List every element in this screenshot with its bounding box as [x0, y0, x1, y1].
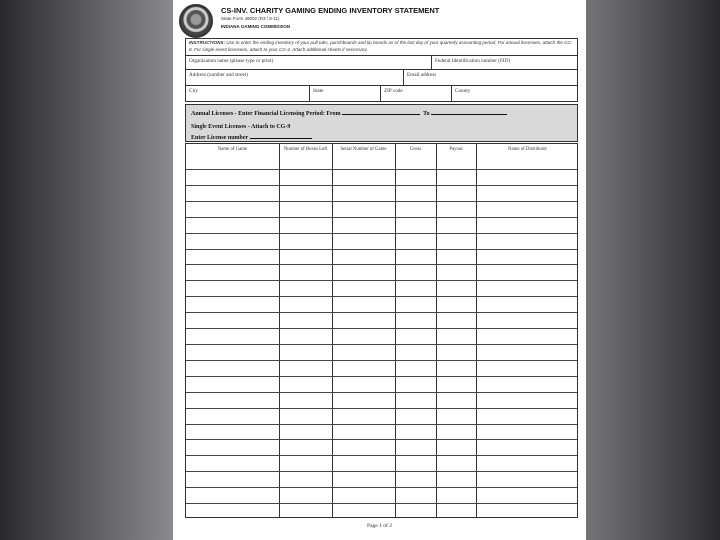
table-row[interactable]	[186, 487, 577, 488]
col-header-boxes-left: Number of Boxes Left	[283, 147, 328, 152]
table-row[interactable]	[186, 471, 577, 472]
col-header-payout: Payout	[449, 147, 463, 152]
single-event-line: Single Event Licenses - Attach to CG-9	[191, 124, 291, 130]
table-row[interactable]	[186, 360, 577, 361]
table-row[interactable]	[186, 201, 577, 202]
address-row	[185, 70, 578, 86]
table-row[interactable]	[186, 503, 577, 504]
table-row[interactable]	[186, 455, 577, 456]
instructions-text: Use to enter the ending inventory of your pull tabs, punchboards and tip boards as of the last day of your quarterly accounting period. For annual licensees, attach the CG-8. For single event licensees, attach to your CG-4. Attach additional sheets if necessary.	[189, 40, 573, 52]
col-header-name-of-game: Name of Game	[217, 147, 248, 152]
zip-field[interactable]: ZIP code	[381, 86, 452, 101]
period-from-input[interactable]	[342, 108, 420, 115]
org-name-field[interactable]: Organization name (please type or print)	[186, 56, 432, 69]
state-seal-icon	[179, 4, 213, 38]
fid-field[interactable]: Federal Identification number (FID)	[435, 58, 511, 64]
table-row[interactable]	[186, 312, 577, 313]
page-number: Page 1 of 2	[367, 523, 392, 529]
city-field[interactable]: City	[186, 86, 310, 101]
email-field[interactable]: Email address	[407, 72, 437, 78]
county-field[interactable]: County	[455, 88, 471, 94]
table-row[interactable]	[186, 280, 577, 281]
agency-name: INDIANA GAMING COMMISSION	[221, 24, 291, 29]
table-row[interactable]	[186, 233, 577, 234]
table-row[interactable]	[186, 424, 577, 425]
table-row[interactable]	[186, 376, 577, 377]
table-row[interactable]	[186, 296, 577, 297]
license-number-line: Enter License number	[191, 132, 312, 141]
city-row	[185, 86, 578, 102]
annual-license-line: Annual Licenses - Enter Financial Licensing Period: From To	[191, 108, 507, 117]
instructions-label: INSTRUCTIONS:	[189, 40, 225, 45]
col-header-gross: Gross	[409, 147, 422, 152]
table-row[interactable]	[186, 408, 577, 409]
instructions-box	[185, 38, 578, 56]
license-number-input[interactable]	[250, 132, 312, 139]
form-page	[173, 0, 586, 540]
table-row[interactable]	[186, 217, 577, 218]
period-to-input[interactable]	[431, 108, 507, 115]
table-row[interactable]	[186, 185, 577, 186]
table-row[interactable]	[186, 439, 577, 440]
inventory-table	[185, 143, 578, 518]
table-row[interactable]	[186, 392, 577, 393]
form-title: CS-INV. CHARITY GAMING ENDING INVENTORY STATEMENT	[221, 6, 440, 15]
state-field[interactable]: State	[310, 86, 381, 101]
address-field[interactable]: Address (number and street)	[186, 70, 404, 85]
table-row[interactable]	[186, 169, 577, 170]
col-header-serial-number: Serial Number of Game	[340, 147, 387, 152]
license-section	[185, 104, 578, 142]
table-row[interactable]	[186, 249, 577, 250]
org-row	[185, 56, 578, 70]
form-number: State Form 49002 (R3 / 8-11)	[221, 16, 280, 21]
col-header-distributor: Name of Distributor	[508, 147, 547, 152]
table-row[interactable]	[186, 344, 577, 345]
table-row[interactable]	[186, 264, 577, 265]
table-row[interactable]	[186, 328, 577, 329]
